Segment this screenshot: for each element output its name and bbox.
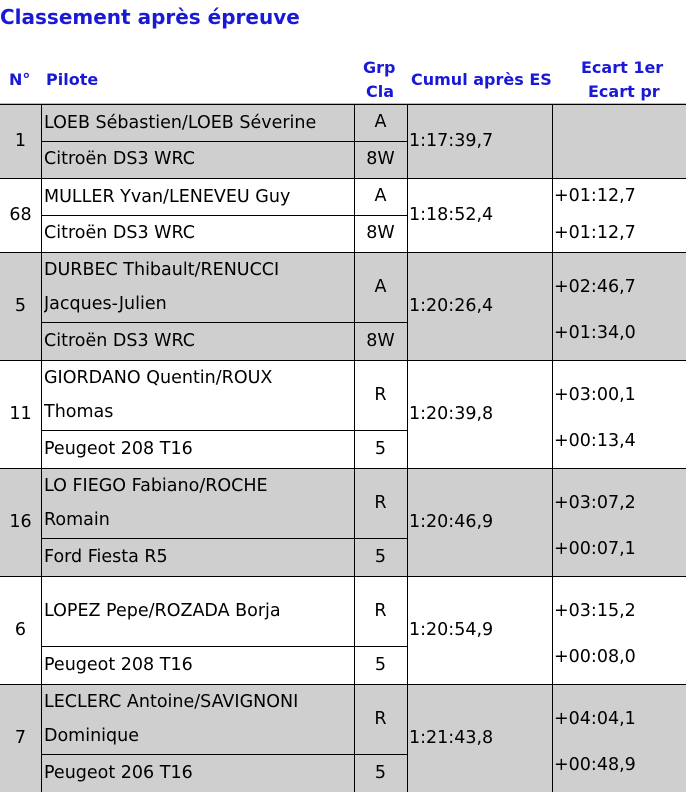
column-line <box>354 684 355 792</box>
column-line <box>552 576 553 684</box>
table-row <box>0 178 686 252</box>
gap-to-leader: +02:46,7 <box>554 277 636 297</box>
column-line <box>407 252 408 360</box>
column-line <box>552 252 553 360</box>
column-line <box>41 104 42 178</box>
group: A <box>374 277 387 297</box>
page-title: Classement après épreuve <box>0 5 300 29</box>
car-model: Peugeot 208 T16 <box>44 655 193 675</box>
row-border-top <box>0 360 686 361</box>
cumulative-time: 1:20:39,8 <box>409 404 494 424</box>
column-line <box>407 360 408 468</box>
column-line <box>552 360 553 468</box>
group: R <box>374 493 387 513</box>
column-line <box>41 468 42 576</box>
car-model: Citroën DS3 WRC <box>44 331 195 351</box>
gap-to-leader: +01:12,7 <box>554 186 636 206</box>
rank-number: 5 <box>14 296 27 316</box>
column-line <box>407 576 408 684</box>
gap-to-previous: +00:07,1 <box>554 539 636 559</box>
gap-to-previous: +01:34,0 <box>554 323 636 343</box>
class: 5 <box>374 655 387 675</box>
column-line <box>41 684 42 792</box>
group: A <box>374 112 387 132</box>
row-border-top <box>0 252 686 253</box>
rank-number: 7 <box>14 728 27 748</box>
row-split-line <box>41 538 407 539</box>
row-border-top <box>0 576 686 577</box>
column-line <box>407 104 408 178</box>
group: R <box>374 709 387 729</box>
group: R <box>374 385 387 405</box>
header-ecart-1er: Ecart 1er <box>581 58 664 77</box>
table-row <box>0 360 686 468</box>
row-border-top <box>0 684 686 685</box>
column-line <box>552 104 553 178</box>
gap-to-previous: +01:12,7 <box>554 223 636 243</box>
column-line <box>41 252 42 360</box>
car-model: Citroën DS3 WRC <box>44 223 195 243</box>
driver-name: LOPEZ Pepe/ROZADA Borja <box>44 601 281 621</box>
gap-to-leader: +03:07,2 <box>554 493 636 513</box>
cumulative-time: 1:21:43,8 <box>409 728 494 748</box>
driver-name: LO FIEGO Fabiano/ROCHE <box>44 476 268 496</box>
column-line <box>354 468 355 576</box>
rank-number: 11 <box>9 404 32 424</box>
column-line <box>407 178 408 252</box>
gap-to-previous: +00:48,9 <box>554 755 636 775</box>
column-line <box>552 468 553 576</box>
rank-number: 68 <box>9 205 32 225</box>
row-split-line <box>41 215 407 216</box>
driver-name: Dominique <box>44 726 140 746</box>
header-no: N° <box>9 70 31 89</box>
rank-number: 16 <box>9 512 32 532</box>
column-line <box>41 360 42 468</box>
row-border-top <box>0 468 686 469</box>
row-split-line <box>41 322 407 323</box>
driver-name: LECLERC Antoine/SAVIGNONI <box>44 692 299 712</box>
header-ecart-pr: Ecart pr <box>588 82 660 101</box>
class: 8W <box>366 149 395 169</box>
driver-name: MULLER Yvan/LENEVEU Guy <box>44 186 291 207</box>
gap-to-leader: +03:00,1 <box>554 385 636 405</box>
driver-name: DURBEC Thibault/RENUCCI <box>44 260 280 280</box>
column-line <box>552 178 553 252</box>
column-line <box>354 252 355 360</box>
class: 8W <box>366 223 395 243</box>
gap-to-previous: +00:13,4 <box>554 431 636 451</box>
class: 5 <box>374 547 387 567</box>
gap-to-leader <box>554 104 686 141</box>
cumulative-time: 1:20:46,9 <box>409 512 494 532</box>
cumulative-time: 1:18:52,4 <box>409 205 494 225</box>
column-line <box>41 178 42 252</box>
driver-name: Jacques-Julien <box>44 294 167 314</box>
gap-to-previous: +00:08,0 <box>554 647 636 667</box>
column-line <box>552 684 553 792</box>
table-row <box>0 576 686 684</box>
gap-to-leader: +03:15,2 <box>554 601 636 621</box>
car-model: Ford Fiesta R5 <box>44 547 168 567</box>
class: 5 <box>374 763 387 783</box>
driver-name: GIORDANO Quentin/ROUX <box>44 368 273 388</box>
cumulative-time: 1:17:39,7 <box>409 131 494 151</box>
rank-number: 1 <box>14 131 27 151</box>
column-line <box>354 576 355 684</box>
gap-to-leader: +04:04,1 <box>554 709 636 729</box>
column-line <box>407 468 408 576</box>
row-border-top <box>0 178 686 179</box>
column-line <box>354 104 355 178</box>
rank-number: 6 <box>14 620 27 640</box>
car-model: Peugeot 208 T16 <box>44 439 193 459</box>
car-model: Peugeot 206 T16 <box>44 763 193 783</box>
column-line <box>354 178 355 252</box>
table-row <box>0 684 686 792</box>
header-cla: Cla <box>366 82 395 101</box>
group: R <box>374 601 387 621</box>
class: 8W <box>366 331 395 351</box>
row-split-line <box>41 430 407 431</box>
driver-name: Thomas <box>44 402 114 422</box>
table-row <box>0 104 686 178</box>
driver-name: Romain <box>44 510 110 530</box>
header-cumul: Cumul après ES <box>411 70 552 89</box>
column-line <box>41 576 42 684</box>
row-border-top <box>0 104 686 105</box>
table-row <box>0 468 686 576</box>
class: 5 <box>374 439 387 459</box>
column-line <box>354 360 355 468</box>
header-grp: Grp <box>363 58 396 77</box>
cumulative-time: 1:20:54,9 <box>409 620 494 640</box>
row-split-line <box>41 141 407 142</box>
gap-to-previous <box>554 141 686 178</box>
table-row <box>0 252 686 360</box>
car-model: Citroën DS3 WRC <box>44 149 195 169</box>
row-split-line <box>41 754 407 755</box>
driver-name: LOEB Sébastien/LOEB Séverine <box>44 112 317 133</box>
column-line <box>407 684 408 792</box>
cumulative-time: 1:20:26,4 <box>409 296 494 316</box>
row-split-line <box>41 646 407 647</box>
header-pilote: Pilote <box>46 70 99 89</box>
group: A <box>374 186 387 206</box>
